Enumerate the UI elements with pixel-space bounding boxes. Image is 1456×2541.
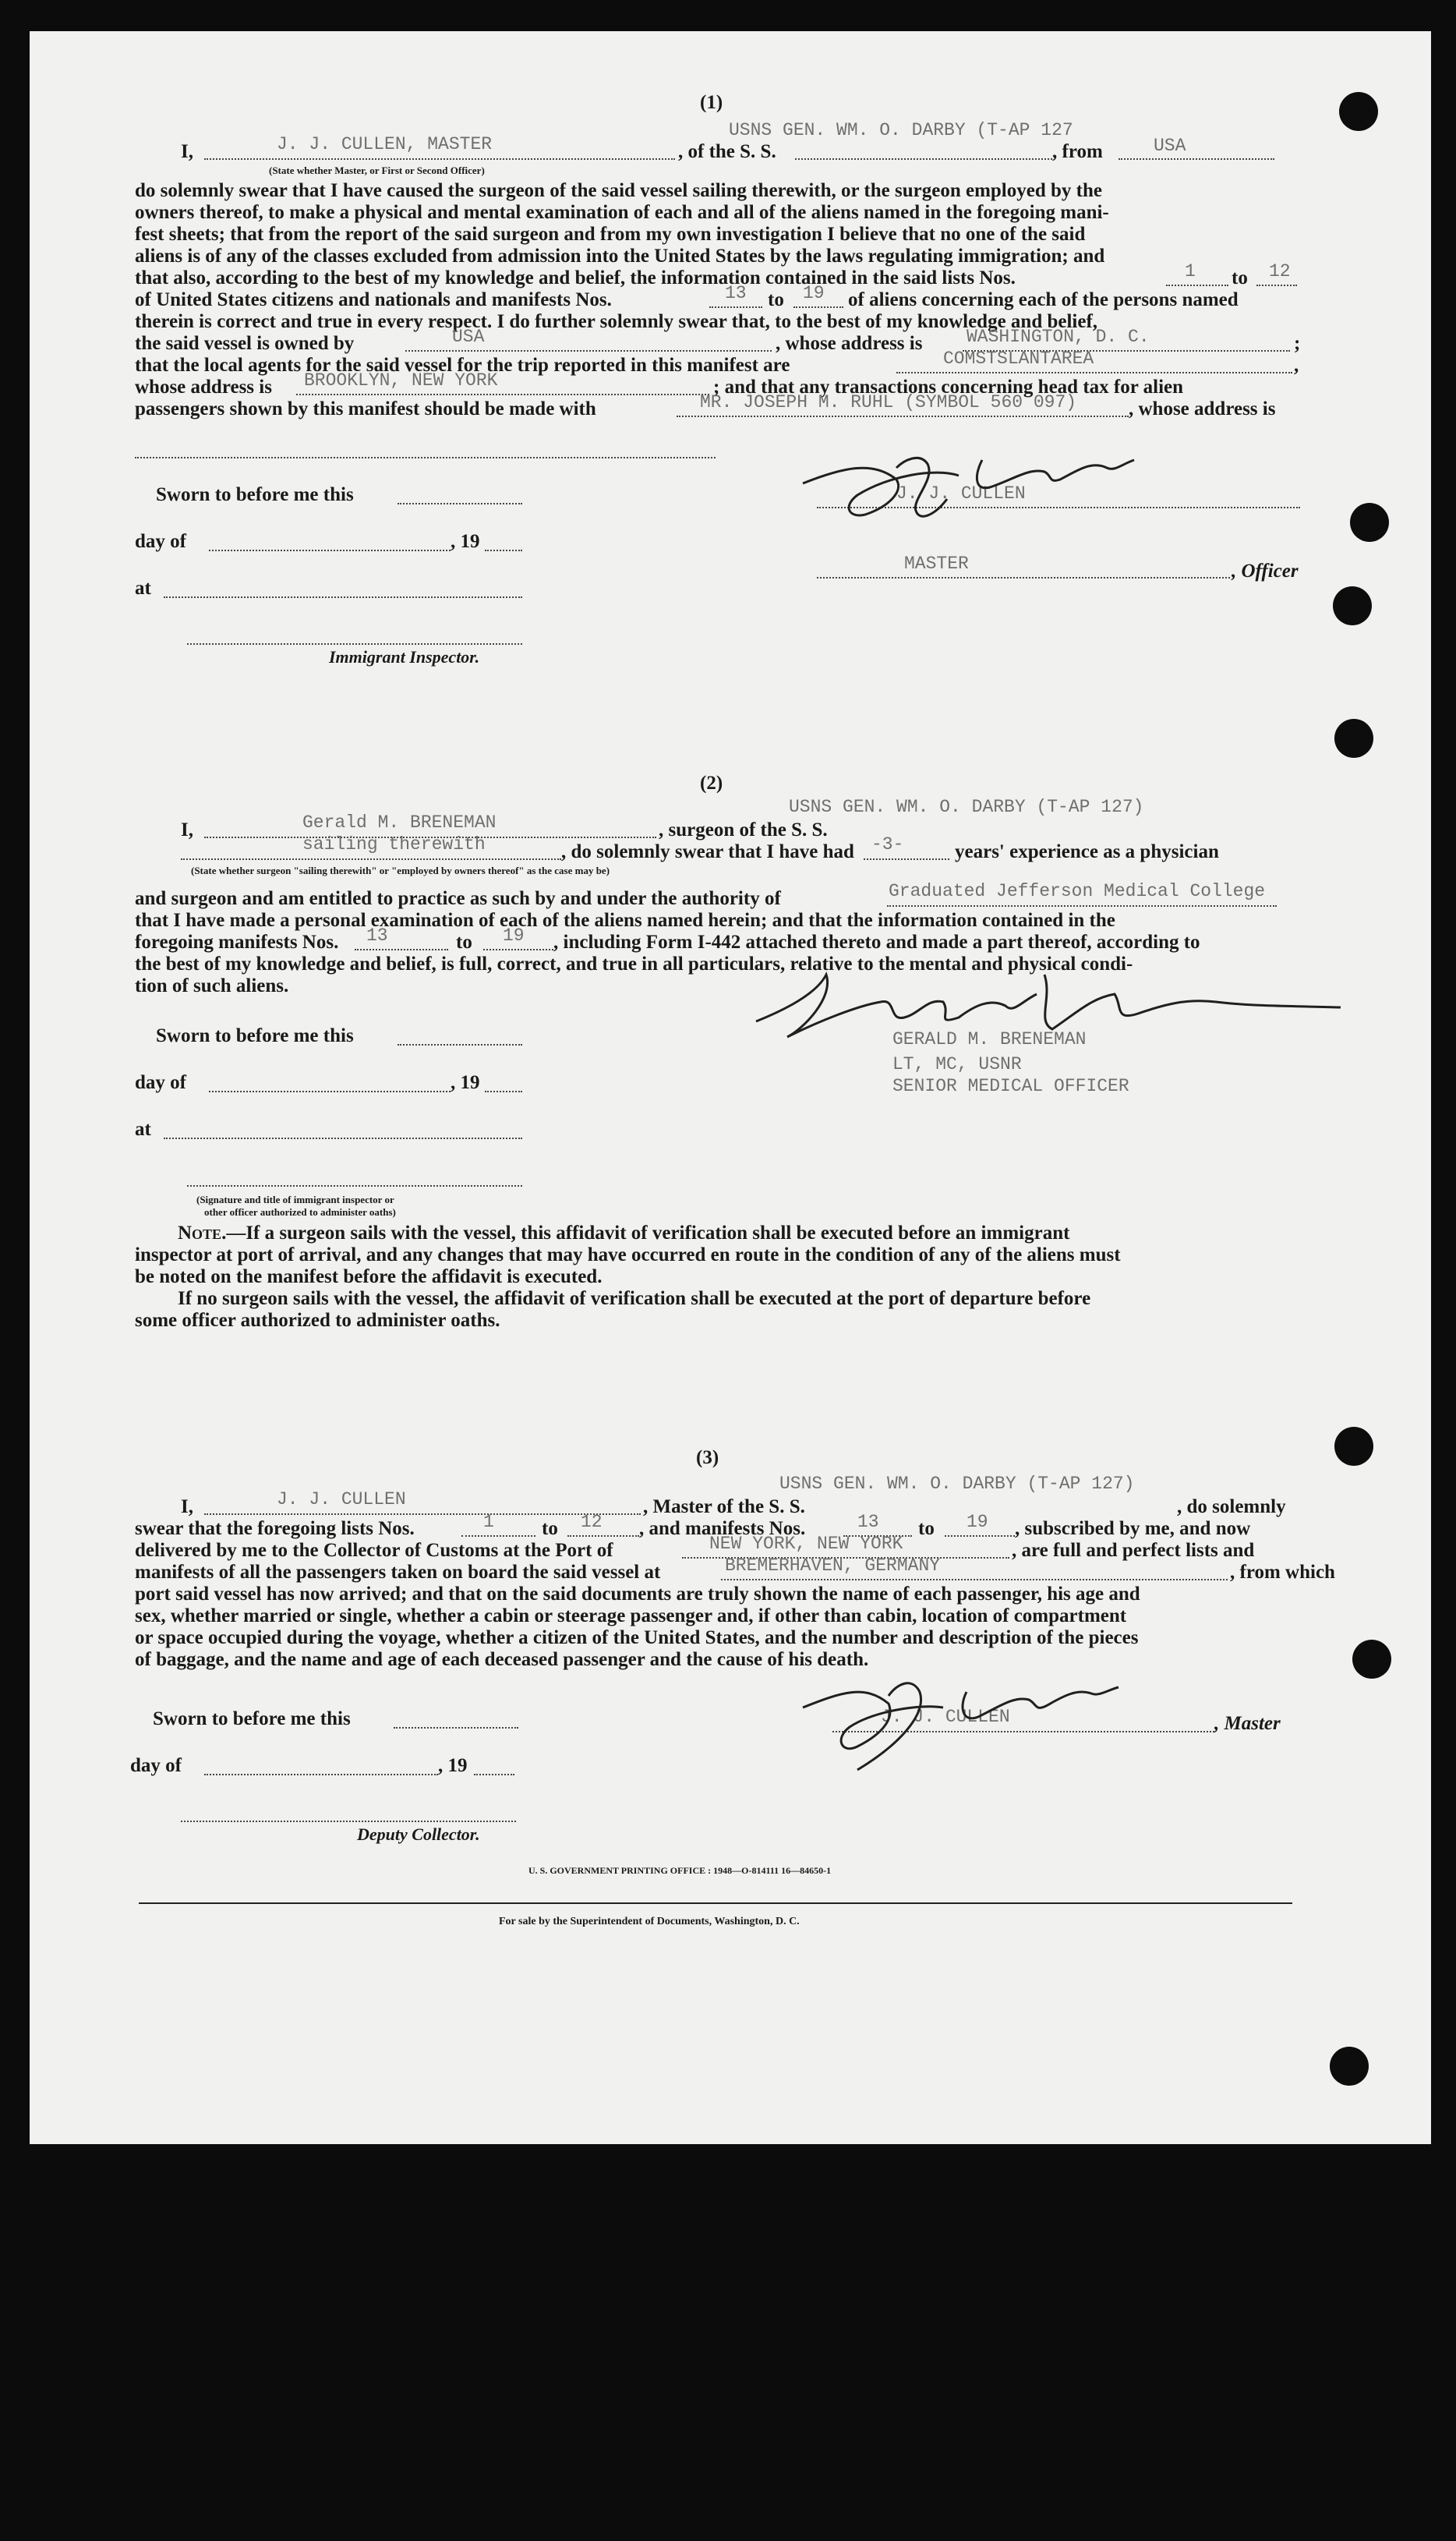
signer-typed: J. J. CULLEN (896, 483, 1026, 504)
s3-line: port said vessel has now arrived; and that on the said documents are truly shown the name of each passenger, his age and (135, 1584, 1140, 1605)
lists-from-field: 1 (1185, 261, 1196, 281)
note-label-text: Note. (178, 1223, 227, 1244)
s2-line: the best of my knowledge and belief, is full, correct, and true in all particulars, relative to the mental and physical condi- (135, 954, 1133, 975)
master-signature-1 (779, 437, 1169, 530)
s1-line: of aliens concerning each of the persons named (848, 289, 1239, 310)
sworn-label: Sworn to before me this (156, 1025, 354, 1046)
to-label: to (456, 932, 472, 953)
state-note: (State whether surgeon "sailing therewith" or "employed by owners thereof" as the case may be) (191, 865, 610, 876)
manifests-to-field: 19 (967, 1512, 988, 1532)
s3-line: or space occupied during the voyage, whether a citizen of the United States, and the number and description of the pieces (135, 1627, 1139, 1648)
lists-from-field: 1 (483, 1512, 494, 1532)
embark-field: BREMERHAVEN, GERMANY (725, 1555, 941, 1576)
immigrant-inspector-label: Immigrant Inspector. (329, 647, 480, 667)
s3-line: , and manifests Nos. (639, 1518, 806, 1539)
manifests-from-field: 13 (725, 283, 747, 303)
note-text: —If a surgeon sails with the vessel, this affidavit of verification shall be executed before an immigrant (226, 1223, 1070, 1244)
s3-line: of baggage, and the name and age of each deceased passenger and the cause of his death. (135, 1649, 869, 1670)
s2-i: I, (181, 819, 193, 841)
years-field: -3- (871, 834, 904, 855)
vessel-name-field: USNS GEN. WM. O. DARBY (T-AP 127) (779, 1474, 1135, 1494)
punch-hole (1352, 1640, 1391, 1679)
master-name-field: J. J. CULLEN (277, 1489, 406, 1509)
day-of-label: day of (135, 1072, 186, 1093)
s3-line: sex, whether married or single, whether a cabin or steerage passenger and, if other than cabin, location of compartment (135, 1605, 1127, 1626)
s1-line: aliens is of any of the classes excluded from admission into the United States by the laws regulating immigration; and (135, 246, 1105, 267)
note-text: some officer authorized to administer oaths. (135, 1310, 500, 1331)
punch-hole (1339, 92, 1378, 131)
s2-line: , including Form I-442 attached thereto and made a part thereof, according to (553, 932, 1200, 953)
s1-line: , whose address is (1129, 398, 1276, 419)
officer-title-field: MASTER (904, 554, 969, 574)
s2-line: and surgeon and am entitled to practice as such by and under the authority of (135, 888, 781, 909)
s3-line: , from which (1230, 1562, 1335, 1583)
sig-note: other officer authorized to administer oaths) (204, 1206, 396, 1218)
s2-line: tion of such aliens. (135, 975, 289, 996)
punch-hole (1333, 586, 1372, 625)
owner-field: USA (452, 327, 485, 347)
officer-label: , Officer (1232, 561, 1299, 582)
s1-i: I, (181, 141, 193, 162)
note-text: be noted on the manifest before the affidavit is executed. (135, 1266, 603, 1287)
surgeon-rank: LT, MC, USNR (892, 1054, 1022, 1074)
year-label: , 19 (438, 1755, 468, 1776)
punch-hole (1334, 1427, 1373, 1466)
sworn-label: Sworn to before me this (153, 1708, 351, 1729)
manifests-to-field: 19 (503, 925, 525, 946)
s3-line: , Master of the S. S. (643, 1496, 805, 1517)
s3-line: , are full and perfect lists and (1012, 1540, 1255, 1561)
manifests-from-field: 13 (366, 925, 388, 946)
s1-line: ; and that any transactions concerning head tax for alien (713, 377, 1184, 398)
s1-line: fest sheets; that from the report of the said surgeon and from my own investigation I believe that no one of the said (135, 224, 1086, 245)
punch-hole (1350, 503, 1389, 542)
signer-typed: J. J. CULLEN (881, 1707, 1010, 1727)
surgeon-role: SENIOR MEDICAL OFFICER (892, 1076, 1129, 1096)
master-signature-3 (787, 1661, 1130, 1785)
s1-line: owners thereof, to make a physical and mental examination of each and all of the aliens named in the foregoing mani- (135, 202, 1109, 223)
s2-line: foregoing manifests Nos. (135, 932, 339, 953)
master-label: , Master (1214, 1713, 1281, 1734)
sale-note: For sale by the Superintendent of Documents, Washington, D. C. (499, 1916, 800, 1927)
sailing-field: sailing therewith (302, 834, 486, 855)
to-label: to (768, 289, 784, 310)
s3-line: delivered by me to the Collector of Customs at the Port of (135, 1540, 613, 1561)
lists-to-field: 12 (581, 1512, 603, 1532)
note-label (178, 1222, 1069, 1245)
section-2-number: (2) (700, 773, 723, 794)
surgeon-typed: GERALD M. BRENEMAN (892, 1029, 1087, 1049)
sig-note: (Signature and title of immigrant inspector or (196, 1194, 394, 1205)
s1-line: , whose address is (776, 333, 923, 354)
s3-i: I, (181, 1496, 193, 1517)
s2-line: , do solemnly swear that I have had (561, 841, 854, 862)
s3-line: manifests of all the passengers taken on board the said vessel at (135, 1562, 661, 1583)
departure-field: USA (1154, 136, 1186, 156)
at-label: at (135, 578, 151, 599)
s1-line: therein is correct and true in every respect. I do further solemnly swear that, to the best of my knowledge and belief, (135, 311, 1098, 332)
owner-address-field: WASHINGTON, D. C. (967, 327, 1150, 347)
agents-address-field: BROOKLYN, NEW YORK (304, 370, 498, 391)
deputy-collector-label: Deputy Collector. (357, 1824, 480, 1844)
vessel-name-field: USNS GEN. WM. O. DARBY (T-AP 127 (729, 120, 1073, 140)
lists-to-field: 12 (1269, 261, 1291, 281)
gpo-imprint: U. S. GOVERNMENT PRINTING OFFICE : 1948—O-814111 16—84650-1 (528, 1865, 832, 1876)
master-name-field: J. J. CULLEN, MASTER (277, 134, 493, 154)
at-label: at (135, 1119, 151, 1140)
to-label: to (542, 1518, 558, 1539)
port-field: NEW YORK, NEW YORK (709, 1534, 903, 1554)
surgeon-signature (748, 959, 1356, 1053)
s3-line: swear that the foregoing lists Nos. (135, 1518, 415, 1539)
s3-line: , subscribed by me, and now (1015, 1518, 1251, 1539)
manifests-to-field: 19 (803, 283, 825, 303)
note-text: inspector at port of arrival, and any changes that may have occurred en route in the condition of any of the aliens must (135, 1244, 1121, 1265)
agents-field: COMSTSLANTAREA (943, 349, 1094, 369)
year-label: , 19 (451, 1072, 480, 1093)
s2-line: that I have made a personal examination of each of the aliens named herein; and that the information contained in the (135, 910, 1115, 931)
s1-line: whose address is (135, 377, 272, 398)
s1-line: that the local agents for the said vessel for the trip reported in this manifest are (135, 355, 790, 376)
s1-line: passengers shown by this manifest should be made with (135, 398, 596, 419)
headtax-field: MR. JOSEPH M. RUHL (SYMBOL 560 097) (700, 392, 1077, 412)
section-1-number: (1) (700, 92, 723, 113)
s1-line: the said vessel is owned by (135, 333, 355, 354)
punch-hole (1330, 2047, 1369, 2086)
s2-line: , surgeon of the S. S. (659, 819, 828, 841)
section-3-number: (3) (696, 1447, 719, 1468)
s1-of-ss: , of the S. S. (678, 141, 776, 162)
state-note: (State whether Master, or First or Second Officer) (269, 165, 485, 176)
s1-line: of United States citizens and nationals and manifests Nos. (135, 289, 612, 310)
note-text: If no surgeon sails with the vessel, the affidavit of verification shall be executed at the port of departure before (178, 1288, 1091, 1309)
s1-line: that also, according to the best of my knowledge and belief, the information contained in the said lists Nos. (135, 267, 1016, 288)
to-label: to (1232, 267, 1248, 288)
s1-from: , from (1052, 141, 1103, 162)
punch-hole (1334, 719, 1373, 758)
manifests-from-field: 13 (857, 1512, 879, 1532)
day-of-label: day of (130, 1755, 182, 1776)
sworn-label: Sworn to before me this (156, 484, 354, 505)
to-label: to (918, 1518, 935, 1539)
vessel-name-field: USNS GEN. WM. O. DARBY (T-AP 127) (789, 797, 1144, 817)
surgeon-name-field: Gerald M. BRENEMAN (302, 812, 497, 833)
day-of-label: day of (135, 531, 186, 552)
s2-line: years' experience as a physician (955, 841, 1219, 862)
s3-line: , do solemnly (1177, 1496, 1286, 1517)
s1-line: do solemnly swear that I have caused the surgeon of the said vessel sailing therewith, or the surgeon employed by the (135, 180, 1102, 201)
year-label: , 19 (451, 531, 480, 552)
authority-field: Graduated Jefferson Medical College (889, 881, 1266, 901)
